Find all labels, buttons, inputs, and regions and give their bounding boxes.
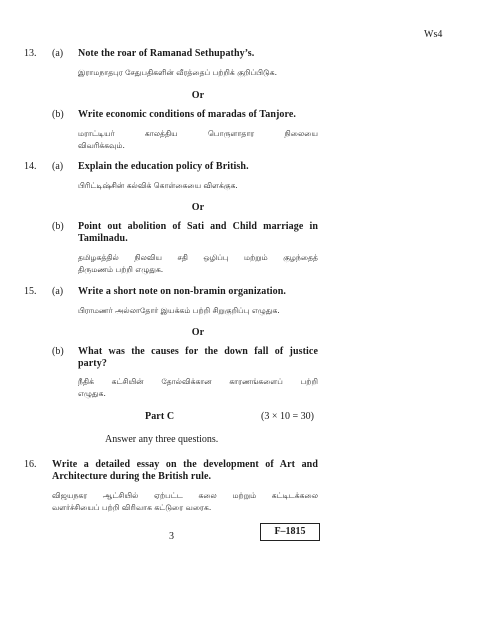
- header-code: Ws4: [424, 29, 443, 40]
- question-number: 13.: [24, 48, 37, 59]
- question-text-ta: நீதிக் கட்சியின் தோல்விக்கான காரணங்களைப் பற்றி: [78, 377, 318, 386]
- section-title: Part C: [145, 411, 175, 422]
- question-text-ta: இராமநாதபுர சேதுபதிகளின் வீரத்தைப் பற்றிக் குறிப்பிடுக.: [78, 68, 278, 77]
- question-number: 14.: [24, 161, 37, 172]
- question-text-ta-line2: எழுதுக.: [78, 389, 106, 398]
- question-text-ta-line2: திருமணம் பற்றி எழுதுக.: [78, 265, 164, 274]
- ta-word: நிலையை: [284, 129, 318, 138]
- question-number: 15.: [24, 286, 37, 297]
- or-divider: Or: [191, 90, 205, 101]
- part-label: (b): [52, 109, 64, 120]
- question-text-en: Point out abolition of Sati and Child marriage in: [78, 221, 318, 232]
- part-label: (a): [52, 286, 64, 297]
- section-marks: (3 × 10 = 30): [261, 411, 314, 422]
- question-text-ta: தமிழகத்தில் நிலவிய சதி ஒழிப்பு மற்றும் குழந்தைத்: [78, 253, 318, 262]
- part-label: (b): [52, 346, 64, 357]
- ta-word: மராட்டியர்: [78, 129, 115, 138]
- question-text-ta-line2: வளர்ச்சியைப் பற்றி விரிவாக கட்டுரை வரைக.: [52, 503, 212, 512]
- part-label: (b): [52, 221, 64, 232]
- ta-word: பொருளாதார: [207, 129, 255, 138]
- section-instruction: Answer any three questions.: [105, 434, 219, 445]
- question-text-en-line2: party?: [78, 358, 107, 369]
- part-label: (a): [52, 48, 64, 59]
- question-text-en: Write economic conditions of maradas of Tanjore.: [78, 109, 297, 120]
- question-text-ta-line2: விவரிக்கவும்.: [78, 141, 125, 150]
- question-text-en: Note the roar of Ramanad Sethupathy’s.: [78, 48, 255, 59]
- part-label: (a): [52, 161, 64, 172]
- question-text-en: Explain the education policy of British.: [78, 161, 249, 172]
- question-number: 16.: [24, 459, 37, 470]
- page-number: 3: [169, 531, 174, 542]
- ta-word: காலத்திய: [144, 129, 178, 138]
- question-text-ta: பிரிட்டிஷ்சின் கல்விக் கொள்கையை விளக்குக.: [78, 181, 238, 190]
- or-divider: Or: [191, 202, 205, 213]
- question-text-ta: [78, 129, 318, 139]
- question-text-en: What was the causes for the down fall of justice: [78, 346, 318, 357]
- question-text-en-line2: Tamilnadu.: [78, 233, 128, 244]
- or-divider: Or: [191, 327, 205, 338]
- question-text-ta: பிராமணர் அல்லாதோர் இயக்கம் பற்றி சிறுகுறிப்பு எழுதுக.: [78, 306, 280, 315]
- question-text-en: Write a short note on non-bramin organization.: [78, 286, 287, 297]
- question-text-en: Write a detailed essay on the development of Art and: [52, 459, 318, 470]
- question-text-en-line2: Architecture during the British rule.: [52, 471, 212, 482]
- paper-code-box: F–1815: [260, 523, 320, 541]
- question-text-ta: விஜயநகர ஆட்சியில் ஏற்பட்ட கலை மற்றும் கட்டிடக்கலை: [52, 491, 318, 500]
